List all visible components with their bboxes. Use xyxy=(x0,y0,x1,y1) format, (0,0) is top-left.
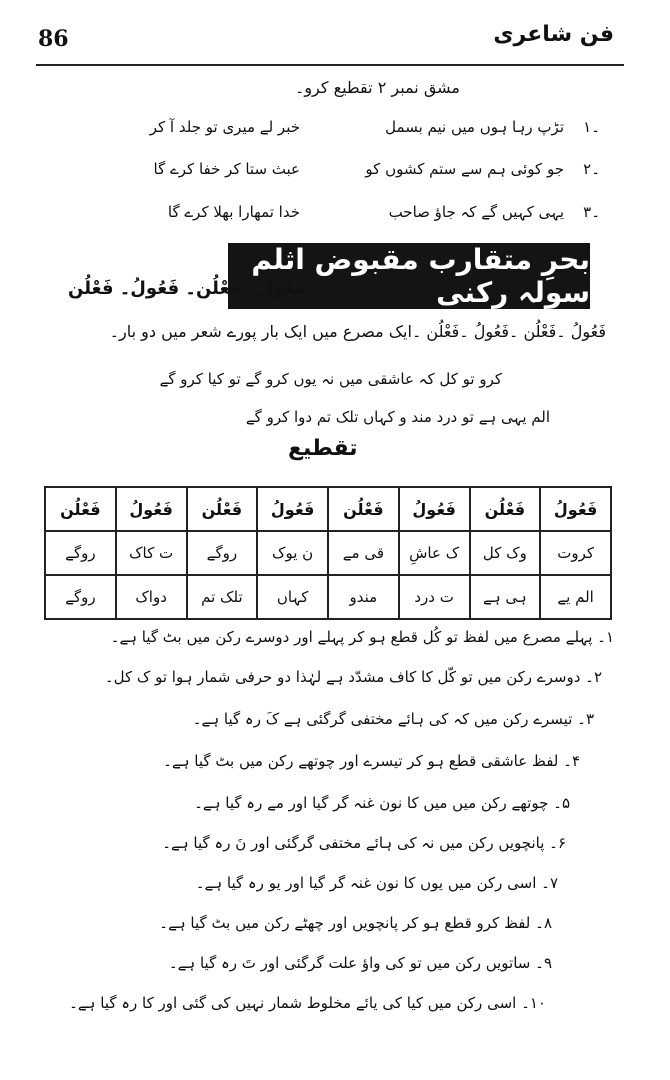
scansion-table xyxy=(44,486,612,620)
example-verse-line: کرو تو کل کہ عاشقی میں نہ یوں کرو گے تو کیا کرو گے xyxy=(159,370,502,388)
table-cell: ن یوک xyxy=(257,531,328,575)
table-row xyxy=(45,531,611,575)
table-cell: فَعُولُ xyxy=(399,487,470,531)
table-cell: فَعُولُ xyxy=(540,487,611,531)
note-item: ۲۔ دوسرے رکن میں تو کّل کا کاف مشدّد ہے لہٰذا دو حرفی شمار ہوا تو ک کل۔ xyxy=(104,668,602,686)
exercise-second-half: خبر لے میری تو جلد آ کر xyxy=(149,118,300,136)
table-row xyxy=(45,575,611,619)
exercise-heading: مشق نمبر ۲ تقطیع کرو۔ xyxy=(294,78,460,97)
exercise-second-half: خدا تمھارا بھلا کرے گا xyxy=(167,203,300,221)
table-cell: ت درد xyxy=(399,575,470,619)
table-cell: وک کل xyxy=(470,531,541,575)
meter-pattern: فَعُولُ۔ فَعْلُن۔ فَعُولُ۔ فَعْلُن xyxy=(68,278,308,299)
example-verse-line: الم یہی ہے تو درد مند و کہاں تلک تم دوا کرو گے xyxy=(245,408,550,426)
table-cell: الم یے xyxy=(540,575,611,619)
exercise-first-half: جو کوئی ہم سے ستم کشوں کو xyxy=(365,160,564,178)
exercise-first-half: تڑپ رہا ہوں میں نیم بسمل xyxy=(385,118,564,136)
note-item: ۱۔ پہلے مصرع میں لفظ تو کُل قطع ہو کر پہلے اور دوسرے رکن میں بٹ گیا ہے۔ xyxy=(110,628,614,646)
exercise-number: ۱۔ xyxy=(583,118,600,136)
exercise-row xyxy=(80,160,600,190)
meter-title-banner: بحرِ متقارب مقبوض اثلم سولہ رکنی xyxy=(228,243,590,309)
note-item: ۸۔ لفظ کرو قطع ہو کر پانچویں اور چھٹے رکن میں بٹ گیا ہے۔ xyxy=(159,914,552,932)
header-divider xyxy=(36,64,624,66)
exercise-number: ۲۔ xyxy=(583,160,600,178)
table-cell: روگے xyxy=(45,531,116,575)
meter-description: فَعُولُ ۔فَعْلُن ۔فَعُولُ ۔فَعْلُن ۔ایک مصرع میں ایک بار پورے شعر میں دو بار۔ xyxy=(109,322,606,341)
table-cell: قی مے xyxy=(328,531,399,575)
page-number: 86 xyxy=(38,26,69,52)
note-item: ۳۔ تیسرے رکن میں کہ کی ہائے مختفی گرگئی ہے کَ رہ گیا ہے۔ xyxy=(192,710,594,728)
table-cell: ہی ہے xyxy=(470,575,541,619)
table-cell: مندو xyxy=(328,575,399,619)
exercise-first-half: یہی کہیں گے کہ جاؤ صاحب xyxy=(388,203,564,221)
table-row xyxy=(45,487,611,531)
table-cell: روگے xyxy=(45,575,116,619)
table-cell: کروت xyxy=(540,531,611,575)
table-cell: کہاں xyxy=(257,575,328,619)
table-cell: فَعْلُن xyxy=(470,487,541,531)
table-cell: روگے xyxy=(187,531,258,575)
table-cell: دواک xyxy=(116,575,187,619)
exercise-row xyxy=(80,203,600,233)
note-item: ۵۔ چوتھے رکن میں میں کا نون غنہ گر گیا اور مے رہ گیا ہے۔ xyxy=(194,794,570,812)
exercise-row xyxy=(80,118,600,148)
table-cell: تلک تم xyxy=(187,575,258,619)
note-item: ۴۔ لفظ عاشقی قطع ہو کر تیسرے اور چوتھے رکن میں بٹ گیا ہے۔ xyxy=(163,752,580,770)
exercise-number: ۳۔ xyxy=(583,203,600,221)
scansion-heading: تقطیع xyxy=(288,436,358,461)
table-cell: ت کاک xyxy=(116,531,187,575)
note-item: ۶۔ پانچویں رکن میں نہ کی ہائے مختفی گرگئی اور نَ رہ گیا ہے۔ xyxy=(162,834,566,852)
table-cell: فَعُولُ xyxy=(257,487,328,531)
table-cell: فَعْلُن xyxy=(45,487,116,531)
book-title: فن شاعری xyxy=(493,22,614,47)
note-item: ۱۰۔ اسی رکن میں کیا کی یائے مخلوط شمار نہیں کی گئی اور کا رہ گیا ہے۔ xyxy=(69,994,546,1012)
note-item: ۹۔ ساتویں رکن میں تو کی واؤ علت گرگئی اور تَ رہ گیا ہے۔ xyxy=(168,954,552,972)
note-item: ۷۔ اسی رکن میں یوں کا نون غنہ گر گیا اور یو رہ گیا ہے۔ xyxy=(195,874,558,892)
table-cell: فَعْلُن xyxy=(187,487,258,531)
table-cell: فَعُولُ xyxy=(116,487,187,531)
table-cell: ک عاشِ xyxy=(399,531,470,575)
exercise-second-half: عبث ستا کر خفا کرے گا xyxy=(153,160,300,178)
table-cell: فَعْلُن xyxy=(328,487,399,531)
